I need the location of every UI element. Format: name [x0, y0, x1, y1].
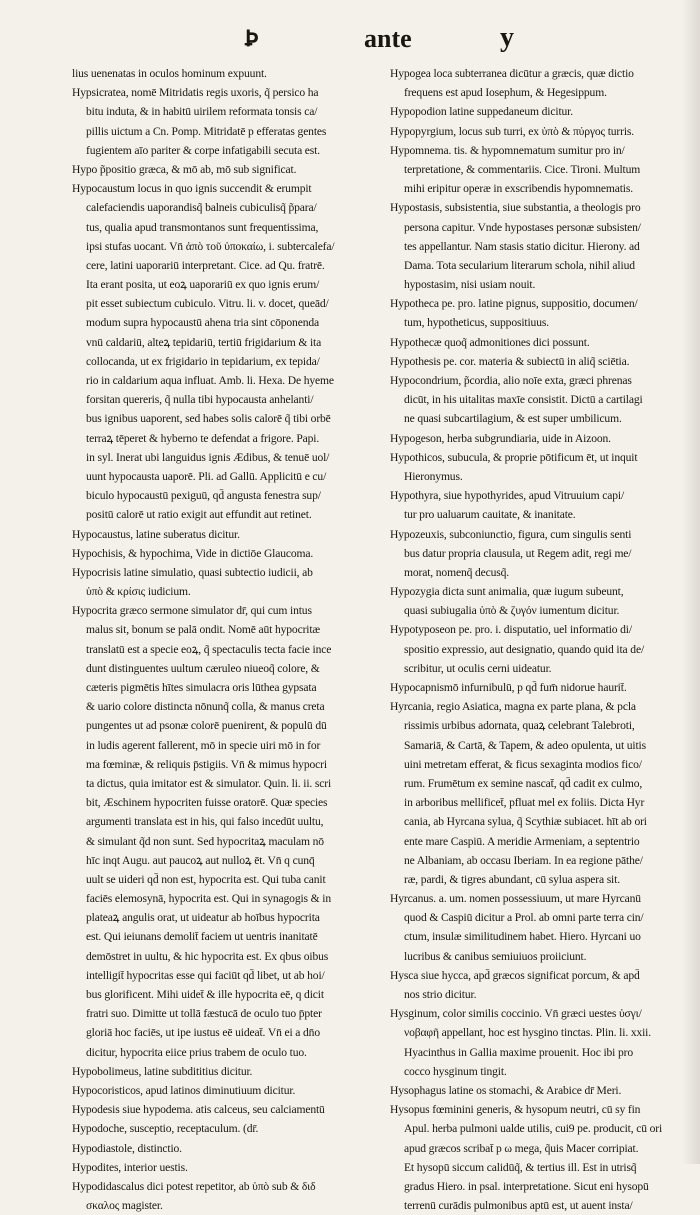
- text-line: & simulant q̃d non sunt. Sed hypocritaꝝ maculam nō: [86, 834, 324, 848]
- text-line: in ludis agerent fallerent, mō in specie uiri mō in for: [86, 738, 321, 752]
- text-line: Hysopus fœminini generis, & hysopum neutri, cū sy fin: [390, 1103, 641, 1117]
- text-line: tum, hypotheticus, suppositiuus.: [404, 316, 549, 330]
- text-line: Hypothecæ quoq̃ admonitiones dici possunt.: [390, 335, 590, 349]
- left-column: [72, 64, 384, 1215]
- text-line: Hypo p̃positio græca, & mō ab, mō sub significat.: [72, 162, 297, 176]
- text-line: bus ignibus uaporent, sed habes solis calorē q̃ tibi orbē: [86, 412, 331, 426]
- text-line: quod & Caspiū dicitur a Prol. ab omni parte terra cin/: [404, 911, 644, 925]
- text-line: rissimis urbibus adornata, quaꝝ celebrant Talebroti,: [404, 719, 635, 733]
- text-line: mihi eripitur operæ in exscribendis hypomnematis.: [404, 182, 633, 196]
- text-line: cæteris pigmētis hītes simulacra oris lūthea gypsata: [86, 681, 317, 694]
- text-line: plateaꝝ angulis orat, ut uideatur ab hoībus hypocrita: [86, 911, 320, 925]
- header-right-glyph: y: [500, 22, 514, 53]
- text-line: dicitur, hypocrita eiice prius trabem de oculo tuo.: [86, 1045, 307, 1059]
- text-line: Hypsicratea, nomē Mitridatis regis uxoris, q̃ persico ha: [72, 86, 319, 100]
- text-line: Hypocaustus, latine suberatus dicitur.: [72, 527, 240, 541]
- text-line: Hypogeson, herba subgrundiaria, uide in Aizoon.: [390, 431, 611, 445]
- text-line: Hypodiastole, distinctio.: [72, 1141, 182, 1155]
- text-line: pit esset subiectum cubiculo. Vitru. li. v. docet, queād/: [86, 297, 329, 311]
- text-line: forsitan quereris, q̃ nulla tibi hypocausta anhelanti/: [86, 393, 314, 407]
- text-line: Apul. herba pulmoni ualde utilis, cui9 pe. producit, cū ori: [404, 1122, 663, 1136]
- text-line: intelligit̄ hypocritas esse qui faciūt qd̄ libet, ut ab hoi/: [86, 968, 325, 982]
- text-line: hīc inqt Augu. aut paucoꝝ aut nulloꝝ ēt. Vn̄ q cunq̄: [86, 853, 315, 867]
- text-line: pungentes ut ad psonæ colorē puenirent, & populū dū: [86, 719, 327, 733]
- text-line: bus datur propria clausula, ut Regem adit, regi me/: [404, 546, 632, 560]
- text-line: ta dictus, quia imitator est & simulator. Quin. li. ii. scri: [86, 776, 332, 790]
- text-line: hypostasim, nisi usiam nouit.: [404, 278, 536, 292]
- text-line: bitu induta, & in habitū uirilem reformata tonsis ca/: [86, 105, 318, 119]
- text-line: ὑπὸ & κρίσις iudicium.: [86, 585, 191, 599]
- text-line: Hypochisis, & hypochima, Vide in dictiōe Glaucoma.: [72, 546, 314, 560]
- text-line: Hypodidascalus dici potest repetitor, ab ὑπὸ sub & διδ: [72, 1179, 316, 1193]
- text-line: dicūt, in his uitalitas maxīe consistit. Dictū a cartilagi: [404, 393, 643, 407]
- text-line: Hypothyra, siue hypothyrides, apud Vitruuium capi/: [390, 489, 625, 503]
- text-line: Hypopodion latine suppedaneum dicitur.: [390, 105, 573, 119]
- text-line: ne Albaniam, ab occasu Iberiam. In ea regione pāthe/: [404, 853, 643, 867]
- text-line: Hypotheca pe. pro. latine pignus, suppositio, documen/: [390, 297, 638, 311]
- text-line: frequens est apud Iosephum, & Hegesippum.: [404, 86, 607, 100]
- text-line: Hyrcania, regio Asiatica, magna ex parte plana, & pcla: [390, 700, 636, 714]
- text-line: in syl. Inerat ubi languidus ignis Ædibus, & tenuē uol/: [86, 450, 330, 464]
- text-line: Hypobolimeus, latine subdititius dicitur.: [72, 1064, 253, 1078]
- text-line: Hypocapnismō infurnibulū, p qd̄ fum̄ nidorue haurit̄.: [390, 681, 627, 694]
- text-line: Hypothicos, subucula, & proprie pōtificum ēt, ut inquit: [390, 450, 638, 464]
- text-line: Et hysopū siccum calidūq̃, & tertius ill. Est in utrisq̃: [404, 1160, 637, 1174]
- text-line: Hypomnema. tis. & hypomnematum sumitur pro in/: [390, 143, 625, 157]
- text-line: calefaciendis uaporandisq̃ balneis cubiculisq̃ p̃para/: [86, 201, 317, 215]
- right-column: [390, 64, 682, 1215]
- text-line: Hypocrisis latine simulatio, quasi subtectio iudicii, ab: [72, 565, 313, 579]
- text-line: modum supra hypocaustū ahena tria sint cōponenda: [86, 316, 319, 330]
- text-line: Hypozeuxis, subconiunctio, figura, cum singulis senti: [390, 527, 632, 541]
- header-left-glyph: Ꝧ: [245, 26, 259, 51]
- text-line: quasi subiugalia ὑπὸ & ζυγόν iumentum dicitur.: [404, 604, 620, 618]
- text-line: rio in caldarium aqua influat. Amb. li. Hexa. De hyeme: [86, 374, 334, 387]
- text-line: spositio expressio, aut designatio, quando quid ita de/: [404, 642, 645, 656]
- text-line: & uario colore distincta nōnunq̃ colla, & manus creta: [86, 700, 325, 714]
- text-line: Hypogea loca subterranea dicūtur a græcis, quæ dictio: [390, 67, 634, 80]
- text-line: Hypopyrgium, locus sub turri, ex ὑπὸ & πύργος turris.: [390, 124, 635, 138]
- text-line: cania, ab Hyrcana sylua, q̃ Scythiæ subiacet. hīt ab ori: [404, 815, 647, 829]
- text-line: pillis uictum a Cn. Pomp. Mitridatē p efferatas gentes: [86, 124, 327, 138]
- text-line: ente mare Caspiū. A meridie Armeniam, a septentrio: [404, 834, 640, 848]
- text-line: argumenti translata est in his, qui falso incedūt uultu,: [86, 815, 324, 829]
- text-line: fugientem aīo pariter & corpe infatigabili secuta est.: [86, 143, 320, 157]
- text-line: malus sit, bonum se palā ondit. Nomē aūt hypocritæ: [86, 623, 321, 637]
- text-line: uult se uideri qd̄ non est, hypocrita est. Qui tuba canit: [86, 872, 326, 886]
- text-line: vnū caldariū, alteꝝ tepidariū, tertiū frigidarium & ita: [86, 335, 322, 349]
- text-line: Hypocaustum locus in quo ignis succendit & erumpit: [72, 182, 312, 196]
- text-line: ræ, pardi, & tigres abundant, cū sylua aspera sit.: [404, 872, 620, 886]
- text-line: bus glorificent. Mihi uidet̄ & ille hypocrita eē, q dicit: [86, 988, 324, 1001]
- text-line: tus, qualia apud transmontanos sunt frequentissima,: [86, 220, 319, 234]
- text-line: Hyacinthus in Gallia maxime prouenit. Hoc ibi pro: [404, 1045, 633, 1059]
- text-line: ipsi stufas uocant. Vn̄ ἀπὸ τοῦ ὑποκαίω, i. subtercalefa/: [86, 239, 335, 253]
- text-line: Samariā, & Cartā, & Tapem, & adeo opulenta, ut uitis: [404, 738, 646, 752]
- text-line: terpretatione, & commentariis. Cice. Tironi. Multum: [404, 162, 641, 176]
- text-line: cocco hysginum tingit.: [404, 1064, 507, 1078]
- text-line: Hysca siue hycca, apd̄ græcos significat porcum, & apd̄: [390, 968, 640, 982]
- text-line: in arboribus mellificet̄, pfluat mel ex foliis. Dicta Hyr: [404, 796, 645, 810]
- text-line: dunt distinguentes uultum cæruleo niueoq̃ colore, &: [86, 661, 320, 675]
- text-line: Hypodesis siue hypodema. atis calceus, seu calciamentū: [72, 1103, 325, 1117]
- text-line: Hysophagus latine os stomachi, & Arabice dr̄ Meri.: [390, 1083, 622, 1097]
- text-line: uini metretam efferat, & ficus sexaginta modios fico/: [404, 757, 642, 771]
- text-line: terrenū curādis pulmonibus aptū est, ut auent insta/: [404, 1199, 633, 1213]
- text-line: Hypothesis pe. cor. materia & subiectū in aliq̃ sciētia.: [390, 354, 630, 368]
- text-line: ctum, insulæ similitudinem habet. Hiero. Hyrcani uo: [404, 930, 641, 944]
- text-line: translatū est a specie eoꝝ, q̃ spectaculis tecta facie ince: [86, 642, 332, 656]
- text-line: Hysginum, color similis coccinio. Vn̄ græci uestes ὑσγι/: [390, 1007, 642, 1021]
- header-title: ante: [364, 24, 412, 53]
- page-edge-shadow: [682, 0, 700, 1164]
- text-line: ne quasi subcartilagium, & est super umbilicum.: [404, 412, 622, 426]
- text-line: tur pro ualuarum cauitate, & inanitate.: [404, 508, 576, 522]
- text-line: terraꝝ tēperet & hyberno te defendat a frigore. Papi.: [86, 431, 320, 445]
- text-line: demōstret in uultu, & hic hypocrita est. Ex qbus oibus: [86, 949, 329, 963]
- text-line: biculo hypocaustū pexiguū, qd̄ angusta fenestra sup/: [86, 489, 321, 503]
- text-line: bit, Æschinem hypocriten fuisse oratorē. Quæ species: [86, 796, 328, 810]
- text-line: Hypodoche, susceptio, receptaculum. (dr̄.: [72, 1122, 259, 1136]
- text-line: collocanda, ut ex frigidario in tepidarium, ex tepida/: [86, 354, 320, 368]
- text-line: uunt hypocausta uaporē. Pli. ad Gallū. Applicitū e cu/: [86, 469, 327, 483]
- text-line: ma fœminæ, & reliquis p̄stigiis. Vn̄ & mimus hypocri: [86, 757, 327, 771]
- text-line: Hyrcanus. a. um. nomen possessiuum, ut mare Hyrcanū: [390, 892, 641, 906]
- text-line: Hypocoristicos, apud latinos diminutiuum dicitur.: [72, 1083, 296, 1097]
- text-line: cere, latini uaporariū interpretant. Cice. ad Qu. fratrē.: [86, 258, 325, 272]
- text-line: σκαλος magister.: [86, 1199, 163, 1213]
- text-line: fratri suo. Dimitte ut tollā fæstucā de oculo tuo p̄pter: [86, 1007, 322, 1021]
- text-line: Hypocondrium, p̃cordia, alio noīe exta, græci phrenas: [390, 374, 632, 387]
- text-line: νοβαφῆ appellant, hoc est hysgino tinctas. Plin. li. xxii.: [404, 1026, 652, 1040]
- text-line: Hypozygia dicta sunt animalia, quæ iugum subeunt,: [390, 585, 624, 599]
- text-line: Hypotyposeon pe. pro. i. disputatio, uel informatio di/: [390, 623, 632, 637]
- text-line: apud græcos scribat̄ p ω mega, q̃uis Macer corripiat.: [404, 1141, 639, 1155]
- text-line: nos strio dicitur.: [404, 988, 477, 1001]
- text-line: tes appellantur. Nam stasis statio dicitur. Hierony. ad: [404, 239, 640, 253]
- text-line: Hypostasis, subsistentia, siue substantia, a theologis pro: [390, 201, 641, 215]
- text-line: est. Qui ieiunans demolit̄ faciem ut uentris inanitatē: [86, 930, 318, 944]
- text-line: Dama. Tota secularium literarum schola, nihil aliud: [404, 258, 635, 272]
- text-line: Hypocrita græco sermone simulator dr̄, qui cum intus: [72, 604, 312, 618]
- text-line: Hypodites, interior uestis.: [72, 1160, 188, 1174]
- text-line: faciēs elemosynā, hypocrita est. Qui in synagogis & in: [86, 892, 331, 906]
- text-line: gloriā hoc faciēs, ut ipe iustus eē uideat̄. Vn̄ ei a dn̄o: [86, 1026, 320, 1040]
- text-line: lucribus & canibus semiuiuos proiiciunt.: [404, 949, 587, 963]
- text-line: lius uenenatas in oculos hominum expuunt.: [72, 67, 267, 80]
- text-line: persona capitur. Vnde hypostases personæ subsisten/: [404, 220, 641, 234]
- text-line: positū calorē ut ratio exigit aut effundit aut retinet.: [86, 508, 312, 522]
- text-line: gradus Hiero. in psal. interpretatione. Sicut eni hysopū: [404, 1179, 649, 1193]
- running-header: [0, 22, 700, 62]
- text-line: Hieronymus.: [404, 469, 463, 483]
- text-line: morat, nomenq̃ decusq̃.: [404, 565, 510, 579]
- text-line: rum. Frumētum ex semine nascat̄, qd̄ cadit ex culmo,: [404, 776, 643, 790]
- text-line: scribitur, ut oculis cerni uideatur.: [404, 661, 552, 675]
- text-line: Ita erant posita, ut eoꝝ uaporariū ex quo ignis erum/: [86, 278, 320, 292]
